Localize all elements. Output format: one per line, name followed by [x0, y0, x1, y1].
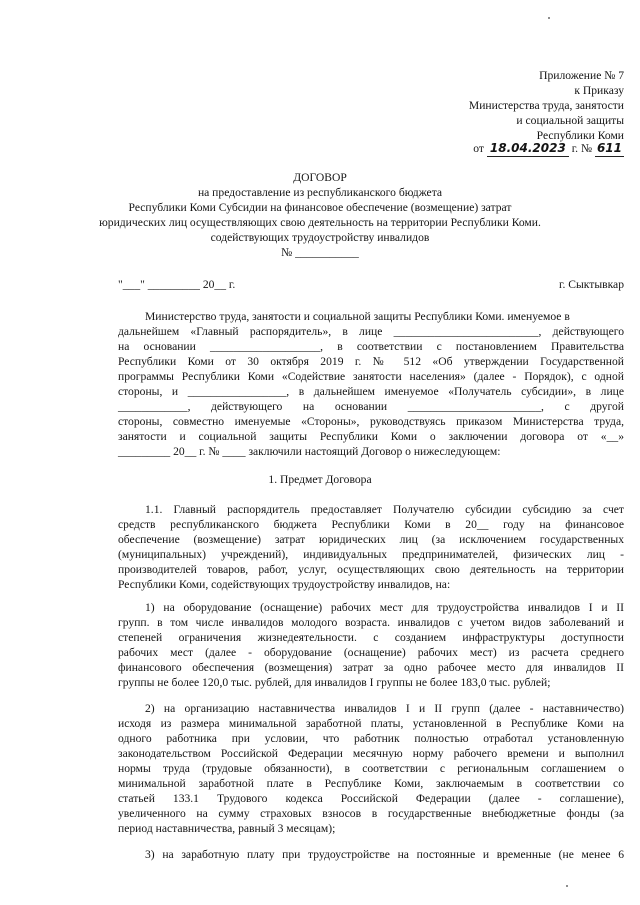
item-line: одного работника при условии, что работник полностью отработал установленную	[118, 732, 624, 745]
item-line: минимальной заработной плате в Республике Коми, заключаемым в соответствии со	[118, 777, 624, 790]
section-heading: 1. Предмет Договора	[268, 473, 372, 486]
clause-line: производителей товаров, работ, услуг, осуществляющих свою деятельность на территории	[118, 563, 624, 576]
preamble-line: на основании ___________________, в соответствии с постановлением Правительства	[118, 340, 624, 353]
clause-line: (муниципальных) учреждений), индивидуальных предпринимателей, физических лиц -	[118, 548, 624, 561]
preamble-line: Республики Коми от 30 октября 2019 г. № 512 «Об утверждении Государственной	[118, 355, 624, 368]
number-prefix: г. №	[571, 142, 593, 155]
preamble-line: стороны, совместно именуемые «Стороны», руководствуясь приказом Министерства труда,	[118, 415, 624, 428]
item-line: рабочих мест (далее - оборудование (оснащение) рабочих мест) из расчета среднего	[118, 646, 624, 659]
item-line: 1) на оборудование (оснащение) рабочих мест для трудоустройства инвалидов I и II	[145, 601, 624, 614]
handwritten-date: 18.04.2023	[487, 141, 569, 157]
title-line-5: содействующих трудоустройству инвалидов	[210, 231, 430, 244]
appendix-line-1: Приложение № 7	[539, 69, 624, 82]
clause-line: 1.1. Главный распорядитель предоставляет Получателю субсидии субсидию за счет	[145, 503, 624, 516]
appendix-line-2: к Приказу	[574, 84, 624, 97]
preamble-line: дальнейшем «Главный распорядитель», в лице _________________________, действующего	[118, 325, 624, 338]
appendix-date-line	[473, 141, 624, 157]
item-line: увеличенного на сумму страховых взносов в государственные внебюджетные фонды (за	[118, 807, 624, 820]
item-line: степеней ограничения жизнедеятельности. с созданием инфраструктуры доступности	[118, 631, 624, 644]
scan-speck	[566, 885, 568, 887]
preamble-line: _________ 20__ г. № ____ заключили настоящий Договор о нижеследующем:	[118, 445, 501, 458]
clause-line: средств республиканского бюджета Республики Коми в 20__ году на финансовое	[118, 518, 624, 531]
appendix-line-4: и социальной защиты	[516, 114, 624, 127]
contract-date: "___" _________ 20__ г.	[118, 278, 236, 291]
item-line: период наставничества, равный 3 месяцам);	[118, 822, 336, 835]
item-line: исходя из размера минимальной заработной платы, установленной в Республике Коми на	[118, 717, 624, 730]
item-line: нормы труда (трудовые обязанности), в соответствии с региональным соглашением о	[118, 762, 624, 775]
title-line-2: на предоставление из республиканского бюджета	[197, 186, 443, 199]
preamble-line: занятости и социальной защиты Республики Коми о заключении договора от «__»	[118, 430, 624, 443]
scan-speck	[548, 17, 550, 19]
contract-number: № ___________	[281, 246, 359, 259]
preamble-line: программы Республики Коми «Содействие занятости населения» (далее - Порядок), с одной	[118, 370, 624, 383]
preamble-line: Министерство труда, занятости и социальной защиты Республики Коми. именуемое в	[145, 310, 570, 323]
item-line: групп. в том числе инвалидов молодого возраста. инвалидов с учетом видов заболеваний и	[118, 616, 624, 629]
title-line-4: юридических лиц осуществляющих свою деятельность на территории Республики Коми.	[99, 216, 541, 229]
title-line-3: Республики Коми Субсидии на финансовое обеспечение (возмещение) затрат	[128, 201, 512, 214]
item-line: финансового обеспечения (возмещения) затрат за одно рабочее место для инвалидов II	[118, 661, 624, 674]
preamble-line: ____________, действующего на основании _______________________, с другой	[118, 400, 624, 413]
appendix-line-5: Республики Коми	[536, 129, 624, 142]
list-item-3: 3) на заработную плату при трудоустройстве на постоянные и временные (не менее 6	[145, 848, 624, 861]
contract-place: г. Сыктывкар	[559, 278, 624, 291]
appendix-line-3: Министерства труда, занятости	[468, 99, 624, 112]
handwritten-number: 611	[596, 141, 622, 155]
item-line: 2) на организацию наставничества инвалидов I и II групп (далее - наставничество)	[145, 702, 624, 715]
contract-title: ДОГОВОР	[293, 171, 347, 184]
preamble-line: стороны, и _________________, в дальнейшем именуемое «Получатель субсидии», в лице	[118, 385, 624, 398]
clause-line: обеспечение (возмещение) затрат юридических лиц (за исключением государственных	[118, 533, 624, 546]
item-line: группы не более 120,0 тыс. рублей, для инвалидов I группы не более 183,0 тыс. рублей;	[118, 676, 551, 689]
item-line: статьей 133.1 Трудового кодекса Российской Федерации (далее - соглашение),	[118, 792, 624, 805]
date-prefix: от	[473, 142, 484, 155]
clause-line: Республики Коми, содействующих трудоустройству инвалидов, на:	[118, 578, 451, 591]
item-line: законодательством Российской Федерации месячную норму рабочего времени и выполнил	[118, 747, 624, 760]
